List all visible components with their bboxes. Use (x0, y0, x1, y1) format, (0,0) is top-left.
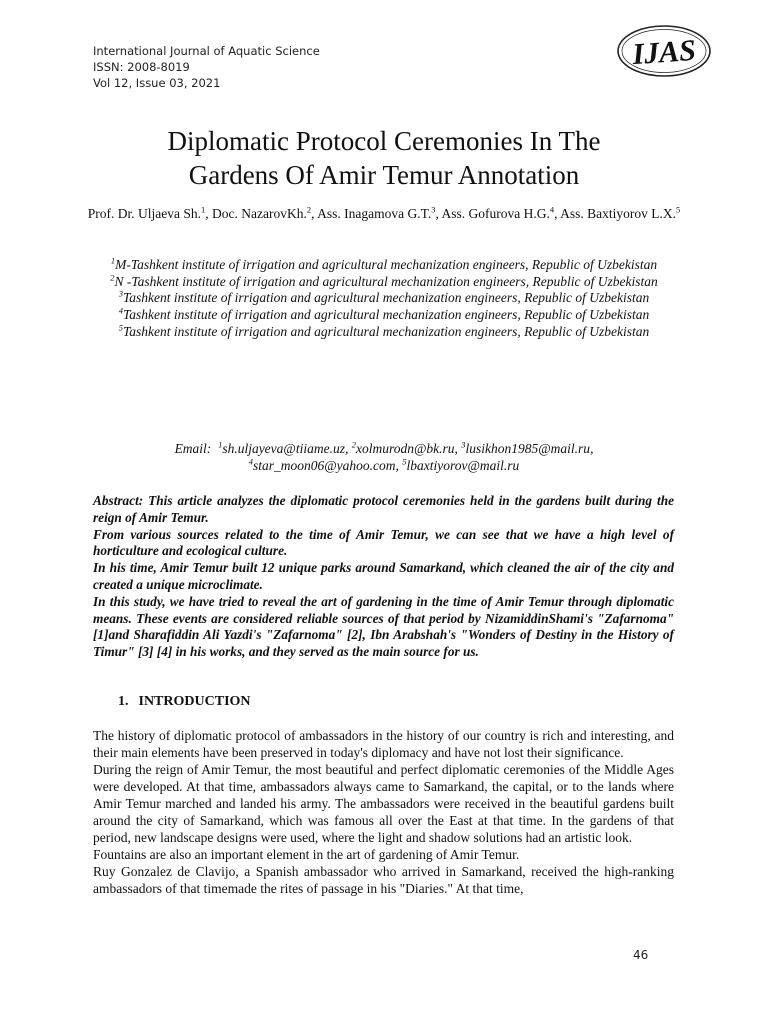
abstract (93, 493, 674, 661)
journal-issn: ISSN: 2008-8019 (93, 60, 190, 74)
author: Doc. NazarovKh.$^2$, (211, 204, 318, 221)
journal-name: International Journal of Aquatic Science (93, 44, 320, 58)
abstract-paragraph: Abstract: This article analyzes the diplomatic protocol ceremonies held in the gardens built during the reign of Amir Temur. (93, 493, 674, 525)
author: Ass. Inagamova G.T.$^3$, (317, 204, 442, 221)
page-number: 46 (633, 948, 649, 962)
abstract-paragraph: From various sources related to the time of Amir Temur, we can see that we have a high level of horticulture and ecological culture. (93, 526, 674, 559)
journal-volume: Vol 12, Issue 03, 2021 (93, 76, 221, 90)
email-list: Email: $^1$sh.uljayeva@tiiame.uz, $^2$xolmurodn@bk.ru, $^3$lusikhon1985@mail.ru, $^4$star_moon06@yahoo.com, $^5$lbaxtiyorov@mail.ru (174, 439, 594, 473)
body-paragraph: Ruy Gonzalez de Clavijo, a Spanish ambassador who arrived in Samarkand, received the high-ranking ambassadors of that timemade the rites of passage in his "Diaries." At that time, (93, 864, 674, 896)
title-line-2: Gardens Of Amir Temur Annotation (188, 160, 580, 190)
body-paragraph: The history of diplomatic protocol of ambassadors in the history of our country is rich and interesting, and their main elements have been preserved in today's diplomacy and have not lost their significance. (93, 728, 674, 760)
email-address[interactable]: $^1$sh.uljayeva@tiiame.uz (218, 439, 345, 456)
abstract-paragraph: In this study, we have tried to reveal the art of gardening in the time of Amir Temur through diplomatic means. These events are considered reliable sources of that period by NizamiddinShami's "Zafarnoma" [1]and Sharafiddin Ali Yazdi's "Zafarnoma" [2], Ibn Arabshah's "Wonders of Destiny in the History of Timur" [3] [4] in his works, and they served as the main source for us. (93, 593, 674, 660)
email-address[interactable]: $^4$star_moon06@yahoo.com (248, 456, 396, 473)
journal-logo (616, 24, 712, 78)
email-address[interactable]: $^3$lusikhon1985@mail.ru (461, 439, 591, 456)
section-title: INTRODUCTION (138, 694, 251, 709)
author: Prof. Dr. Uljaeva Sh.$^1$, (87, 204, 212, 221)
journal-header (93, 43, 320, 91)
affiliation: $^2$N -Tashkent institute of irrigation and agricultural mechanization engineers, Republic of Uzbekistan (110, 272, 658, 289)
author: Ass. Baxtiyorov L.X.$^5$ (560, 204, 681, 221)
email-address[interactable]: $^5$lbaxtiyorov@mail.ru (402, 456, 520, 473)
body-text (93, 727, 674, 897)
journal-logo-text: IJAS (631, 33, 697, 72)
title-line-1: Diplomatic Protocol Ceremonies In The (167, 126, 601, 156)
author-list (80, 205, 688, 223)
affiliation: $^1$M-Tashkent institute of irrigation and agricultural mechanization engineers, Republic of Uzbekistan (110, 255, 658, 272)
affiliation: $^3$Tashkent institute of irrigation and agricultural mechanization engineers, Republic of Uzbekistan (118, 288, 650, 306)
affiliation-list (90, 257, 678, 341)
section-number: 1. (118, 694, 129, 709)
body-paragraph: During the reign of Amir Temur, the most beautiful and perfect diplomatic ceremonies of the Middle Ages were developed. At that time, ambassadors always came to Samarkand, the capital, or to the lands where Amir Temur marched and landed his army. The ambassadors were received in the beautiful gardens built around the city of Samarkand, which was famous all over the East at that time. In the gardens of that period, new landscape designs were used, where the light and shadow solutions had an artistic look. (93, 762, 674, 845)
paper-title (60, 124, 708, 192)
email-label: Email: (174, 441, 212, 456)
affiliation: $^5$Tashkent institute of irrigation and agricultural mechanization engineers, Republic of Uzbekistan (118, 322, 650, 339)
affiliation: $^4$Tashkent institute of irrigation and agricultural mechanization engineers, Republic of Uzbekistan (118, 305, 650, 323)
abstract-paragraph: In his time, Amir Temur built 12 unique parks around Samarkand, which cleaned the air of the city and created a unique microclimate. (93, 560, 674, 592)
author: Ass. Gofurova H.G.$^4$, (441, 204, 561, 221)
body-paragraph: Fountains are also an important element in the art of gardening of Amir Temur. (93, 847, 520, 862)
section-heading (118, 694, 261, 710)
email-address[interactable]: $^2$xolmurodn@bk.ru (351, 439, 455, 456)
